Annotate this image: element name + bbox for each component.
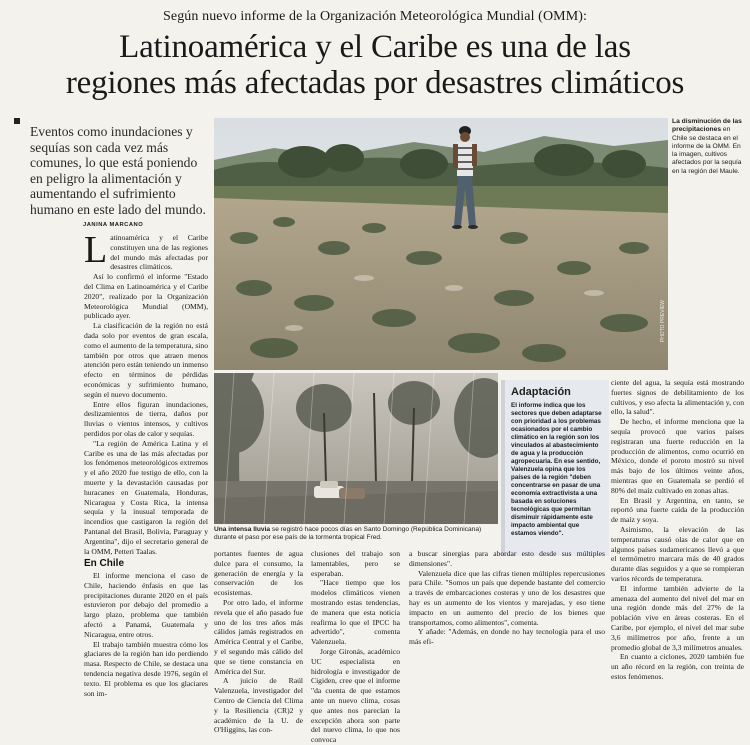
paragraph-text: atinoamérica y el Caribe constituyen una de las regiones del mundo más afectadas por desastres climáticos. (110, 233, 208, 272)
paragraph: "La región de América Latina y el Caribe es una de las más afectadas por los fenómenos meteorológicos extremos y el año 2020 fue testigo de ello, con la muerte y la devastación causadas por huracanes en Guatemala, Honduras, Nicaragua y Costa Rica, la intensa sequía y la inusual temporada de incendios que castigaron la región del Pantanal del Brasil, Bolivia, Paraguay y Argentina", dijo el secretario general de la OMM, Petteri Taalas. (84, 438, 208, 556)
caption-text: en Chile se destaca en el informe de la OMM. En la imagen, cultivos afectados por la sequía en la región del Maule. (672, 126, 742, 175)
paragraph: Entre ellos figuran inundaciones, deslizamientos de tierra, daños por lluvias o vientos intensos, y cultivos perdidos por olas de calor y sequías. (84, 399, 208, 438)
photo-drought-field-image (214, 118, 668, 370)
paragraph: clusiones del trabajo son lamentables, pero se esperaban. (311, 549, 400, 578)
kicker: Según nuevo informe de la Organización Meteorológica Mundial (OMM): (163, 9, 587, 24)
paragraph: portantes fuentes de agua dulce para el consumo, la generación de energía y la conservación de los ecosistemas. (214, 549, 303, 598)
byline: JANINA MARCANO (83, 222, 144, 228)
photo-storm-street (214, 373, 498, 524)
caption-text: se registró hace pocos días en Santo Domingo (República Dominicana) durante el paso por ese país de la tormenta tropical Fred. (214, 526, 482, 542)
paragraph: De hecho, el informe menciona que la sequía provocó que varios países registraran una fuerte reducción en la producción de alimentos, como ocurrió en México, donde el poroto mostró su nivel más bajo de los últimos veinte años, mientras que en Guatemala se perdió el 80% del maíz cultivado en zonas altas. (611, 417, 744, 495)
headline (0, 29, 750, 101)
box-text: El informe indica que los sectores que deben adaptarse con prioridad a los problemas ocasionados por el cambio climático en la región son los vinculados al abastecimiento de agua y la producción agropecuaria. En ese sentido, Valenzuela opina que los países de la región "deben concentrarse en pasar de una economía extractivista a una basada en soluciones tecnológicas que permitan disminuir rápidamente este impacto ambiental que estamos viendo". (511, 402, 602, 537)
paragraph: En cuanto a ciclones, 2020 también fue un año récord en la región, con treinta de estos fenómenos. (611, 652, 744, 681)
lead-bullet (14, 118, 20, 124)
paragraph: Valenzuela dice que las cifras tienen múltiples repercusiones para Chile. "Somos un país que depende bastante del comercio a través de embarcaciones costeras y uno de los desastres que hay es un aumento de los vientos y marejadas, y eso tiene impacto en un aumento del precio de los bienes que transportamos, como alimentos", comenta. (409, 568, 605, 627)
paragraph: El informe menciona el caso de Chile, haciendo énfasis en que las precipitaciones durante 2020 en el país estuvieron por debajo del promedio a largo plazo, problema que también afectó a Panamá, Guatemala y Nicaragua, entre otros. (84, 571, 208, 639)
photo1-caption (672, 118, 744, 176)
paragraph: A juicio de Raúl Valenzuela, investigador del Centro de Ciencia del Clima y la Resiliencia (CR)2 y académico de la U. de O'Higgins, las con- (214, 676, 303, 735)
paragraph: La clasificación de la región no está dada solo por eventos de gran escala, como el aumento de la temperatura, sino también por otros que atraen menos atención pero están teniendo un inmenso efecto en términos de pérdidas económicas y sufrimiento humano, según el nuevo documento. (84, 321, 208, 399)
car (339, 488, 365, 499)
headline-line-1: Latinoamérica y el Caribe es una de las (119, 29, 631, 65)
paragraph: Asimismo, la elevación de las temperaturas causó olas de calor que en algunos países sudamericanos llevó a que el termómetro marcara más de 40 grados durante días seguidos y a que se rompieran varios récords de temperatura. (611, 524, 744, 583)
box-title: Adaptación (511, 386, 571, 398)
paragraph: Jorge Gironás, académico UC especialista en hidrología e investigador de Cigiden, cree que el informe "da cuenta de que estamos ante un nuevo clima, cosas que antes nos parecían la excepción ahora son parte del nuevo clima, lo que nos convoca (311, 646, 400, 745)
column-1 (84, 229, 208, 698)
paragraph: Y añade: "Además, en donde no hay tecnología para el uso más efi- (409, 627, 605, 647)
photo-drought-field (214, 118, 668, 370)
photo-credit-watermark: PHOTO PREVIEW (660, 300, 666, 343)
paragraph (84, 229, 208, 272)
photo-storm-street-image (214, 373, 498, 524)
paragraph: Por otro lado, el informe revela que el año pasado fue uno de los tres años más cálidos jamás registrados en América Central y el Caribe, y el segundo más cálido del que se tiene constancia en América del Sur. (214, 597, 303, 676)
paragraph: En Brasil y Argentina, en tanto, se reportó una fuerte caída de la producción de maíz y soya. (611, 495, 744, 525)
caption-bold: La disminución de las precipitaciones (672, 118, 742, 134)
paragraph: a buscar sinergias para abordar esto desde sus múltiples dimensiones". (409, 549, 605, 568)
column-3 (311, 549, 400, 745)
lead-paragraph: Eventos como inundaciones y sequías son cada vez más comunes, lo que está poniendo en peligro la alimentación y aumentando el sufrimiento humano en este lado del mundo. (30, 124, 206, 217)
paragraph: El trabajo también muestra cómo los glaciares de la región han ido perdiendo masa. Respecto de Chile, se destaca una tendencia negativa desde 1976, según el texto. El problema es que los glaciares son im- (84, 639, 208, 698)
paragraph: "Hace tiempo que los modelos climáticos vienen mostrando estas tendencias, de manera que esta noticia reafirma lo que el IPCC ha advertido", comenta Valenzuela. (311, 578, 400, 647)
adaptation-sidebar-box (501, 380, 609, 556)
headline-line-2: regiones más afectadas por desastres climáticos (65, 65, 685, 101)
column-5 (611, 378, 744, 682)
paragraph: ciente del agua, la sequía está mostrando fuertes signos de debilitamiento de los cultivos, y eso afecta la alimentación y, con ello, la salud". (611, 378, 744, 417)
column-4 (409, 549, 605, 647)
photo2-caption (214, 526, 498, 542)
paragraph: El informe también advierte de la amenaza del aumento del nivel del mar en una región donde más del 27% de la población vive en áreas costeras. En el Caribe, por ejemplo, el nivel del mar sube 3,6 milímetros por año, frente a un promedio global de 3,3 milímetros anuales. (611, 583, 744, 652)
paragraph: Así lo confirmó el informe "Estado del Clima en Latinoamérica y el Caribe 2020", realizado por la Organización Meteorológica Mundial (OMM), publicado ayer. (84, 272, 208, 321)
caption-bold: Una intensa lluvia (214, 526, 271, 533)
section-heading: En Chile (84, 558, 125, 570)
column-2 (214, 549, 303, 735)
drop-cap: L (84, 229, 108, 271)
